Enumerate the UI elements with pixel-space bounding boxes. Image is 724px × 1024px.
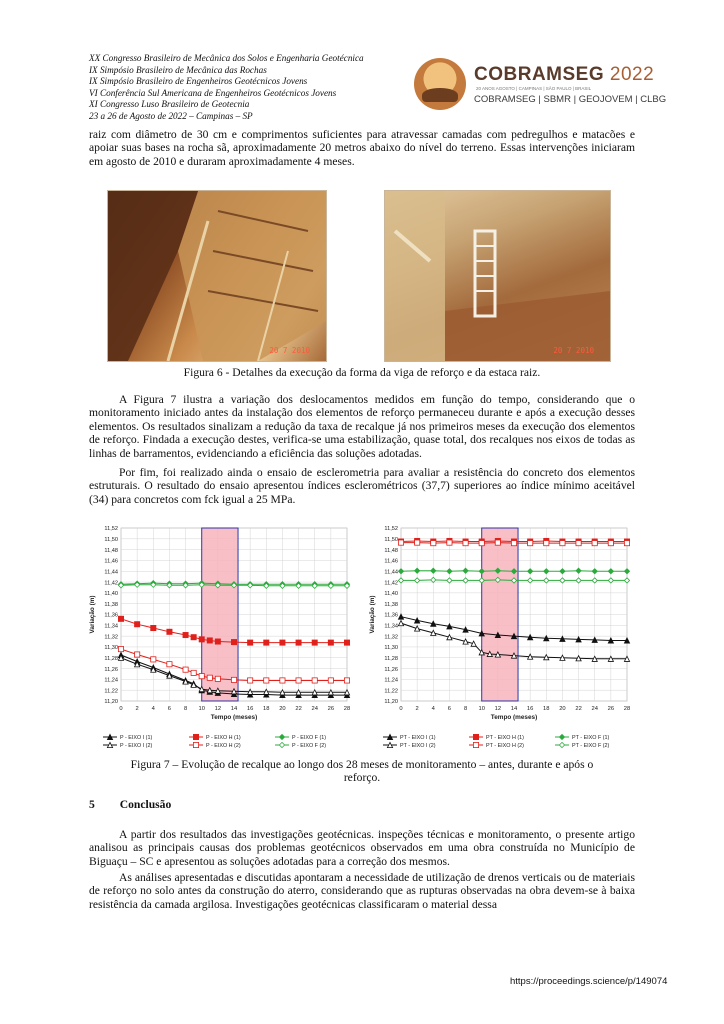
data-point bbox=[280, 640, 285, 645]
y-tick-label: 11,36 bbox=[384, 612, 398, 619]
y-tick-label: 11,52 bbox=[384, 526, 398, 533]
data-point bbox=[248, 640, 253, 645]
photo-date-stamp: 20 7 2010 bbox=[553, 346, 594, 355]
data-point bbox=[191, 670, 196, 675]
header-line: 23 a 26 de Agosto de 2022 – Campinas – SP bbox=[89, 110, 253, 121]
header-line: XI Congresso Luso Brasileiro de Geotecnia bbox=[89, 99, 250, 110]
paragraph-intro: raiz com diâmetro de 30 cm e comprimentos suficientes para atravessar camadas com pedregulhos e matacões e apoiar suas bases na rocha sã, aproximadamente 20 metros abaixo do nível do terreno. Essas intervenções iniciaram em agosto de 2010 e duraram aproximadamente 4 meses. bbox=[89, 128, 635, 168]
legend-label: P - EIXO I (2) bbox=[120, 743, 153, 749]
x-tick-label: 0 bbox=[119, 706, 123, 712]
data-point bbox=[264, 640, 269, 645]
footer-url: https://proceedings.science/p/149074 bbox=[510, 976, 668, 987]
x-axis-title: Tempo (meses) bbox=[210, 714, 258, 721]
data-point bbox=[528, 541, 533, 546]
data-point bbox=[592, 541, 597, 546]
legend-marker bbox=[473, 742, 478, 747]
x-tick-label: 20 bbox=[279, 706, 286, 712]
x-tick-label: 14 bbox=[510, 706, 518, 712]
data-point bbox=[312, 678, 317, 683]
logo-brand bbox=[474, 64, 654, 86]
header-line: IX Simpósio Brasileiro de Engenheiros Geotécnicos Jovens bbox=[89, 76, 308, 87]
paragraph-figure7-discussion: A Figura 7 ilustra a variação dos deslocamentos medidos em função do tempo, considerando que o monitoramento iniciado antes da instalação dos elementos de reforço permaneceu durante e após a execução desses elementos. Os resultados sinalizam a redução da taxa de recalque já nos primeiros meses da execução dos elementos de reforço. Findada a execução destes, verifica-se uma estabilização, quase total, dos recalques nos eixos de todas as linhas de barramentos, evidenciando a eficiência das soluções adotadas. bbox=[89, 393, 635, 460]
x-tick-label: 24 bbox=[311, 706, 318, 712]
data-point bbox=[183, 632, 188, 637]
data-point bbox=[312, 640, 317, 645]
x-tick-label: 22 bbox=[575, 706, 582, 712]
y-tick-label: 11,50 bbox=[384, 537, 398, 544]
legend-marker bbox=[559, 734, 564, 739]
photo-root-pile bbox=[384, 190, 611, 362]
data-point bbox=[576, 541, 581, 546]
x-tick-label: 16 bbox=[526, 706, 534, 712]
cobramseg-logo bbox=[414, 58, 670, 110]
data-point bbox=[215, 676, 220, 681]
data-point bbox=[560, 541, 565, 546]
data-point bbox=[135, 652, 140, 657]
y-tick-label: 11,34 bbox=[104, 623, 118, 630]
x-tick-label: 6 bbox=[447, 706, 452, 712]
photo-root-pile-drawing bbox=[385, 191, 610, 361]
data-point bbox=[151, 625, 156, 630]
data-point bbox=[344, 640, 349, 645]
y-tick-label: 11,40 bbox=[104, 591, 118, 598]
y-tick-label: 11,32 bbox=[104, 634, 118, 641]
x-tick-label: 6 bbox=[167, 706, 172, 712]
logo-year: 2022 bbox=[609, 64, 655, 85]
x-tick-label: 28 bbox=[623, 706, 631, 712]
data-point bbox=[183, 667, 188, 672]
y-tick-label: 11,42 bbox=[384, 580, 398, 587]
legend-marker bbox=[559, 742, 564, 747]
section-number: 5 bbox=[89, 798, 95, 811]
y-tick-label: 11,48 bbox=[384, 547, 398, 554]
data-point bbox=[199, 637, 204, 642]
data-point bbox=[398, 540, 403, 545]
data-point bbox=[231, 677, 236, 682]
y-tick-label: 11,38 bbox=[384, 601, 398, 608]
data-point bbox=[344, 678, 349, 683]
y-tick-label: 11,50 bbox=[104, 537, 118, 544]
logo-brand-name: COBRAMSEG bbox=[474, 64, 605, 85]
legend-marker bbox=[193, 742, 198, 747]
y-tick-label: 11,30 bbox=[384, 645, 398, 652]
y-tick-label: 11,30 bbox=[104, 645, 118, 652]
reinforcement-period-band bbox=[482, 528, 518, 701]
legend-marker bbox=[193, 734, 198, 739]
figure6-caption: Figura 6 - Detalhes da execução da forma da viga de reforço e da estaca raiz. bbox=[183, 366, 541, 379]
data-point bbox=[479, 541, 484, 546]
x-tick-label: 10 bbox=[478, 706, 485, 712]
x-tick-label: 14 bbox=[230, 706, 238, 712]
section-heading bbox=[89, 798, 171, 811]
y-tick-label: 11,42 bbox=[104, 580, 118, 587]
conference-header bbox=[89, 53, 364, 123]
x-tick-label: 26 bbox=[607, 706, 615, 712]
legend-label: PT - EIXO H (1) bbox=[486, 735, 524, 741]
y-tick-label: 11,38 bbox=[104, 601, 118, 608]
y-tick-label: 11,22 bbox=[384, 688, 398, 695]
legend-marker bbox=[473, 734, 478, 739]
x-tick-label: 18 bbox=[543, 706, 550, 712]
data-point bbox=[167, 662, 172, 667]
x-tick-label: 12 bbox=[214, 706, 222, 712]
y-tick-label: 11,26 bbox=[384, 666, 398, 673]
x-tick-label: 22 bbox=[295, 706, 302, 712]
y-tick-label: 11,36 bbox=[104, 612, 118, 619]
chart-settlement-pt bbox=[365, 522, 635, 757]
legend-label: PT - EIXO I (1) bbox=[400, 735, 436, 741]
y-tick-label: 11,20 bbox=[104, 699, 118, 706]
data-point bbox=[215, 639, 220, 644]
legend-label: P - EIXO F (2) bbox=[292, 743, 327, 749]
y-tick-label: 11,26 bbox=[104, 666, 118, 673]
legend-label: P - EIXO F (1) bbox=[292, 735, 327, 741]
legend-label: P - EIXO I (1) bbox=[120, 735, 153, 741]
data-point bbox=[296, 640, 301, 645]
data-point bbox=[511, 541, 516, 546]
x-tick-label: 4 bbox=[151, 706, 155, 712]
figure7-caption-line2: reforço. bbox=[343, 771, 381, 785]
data-point bbox=[328, 640, 333, 645]
y-tick-label: 11,22 bbox=[104, 688, 118, 695]
x-tick-label: 2 bbox=[415, 706, 419, 712]
data-point bbox=[431, 541, 436, 546]
header-line: VI Conferência Sul Americana de Engenheiros Geotécnicos Jovens bbox=[89, 87, 337, 98]
legend-label: PT - EIXO F (1) bbox=[572, 735, 610, 741]
y-tick-label: 11,46 bbox=[104, 558, 118, 565]
logo-mark-icon bbox=[414, 58, 466, 110]
y-axis-title: Variação (m) bbox=[369, 595, 376, 634]
header-line: IX Simpósio Brasileiro de Mecânica das Rochas bbox=[89, 64, 267, 75]
x-tick-label: 26 bbox=[327, 706, 335, 712]
data-point bbox=[199, 674, 204, 679]
legend-label: PT - EIXO F (2) bbox=[572, 743, 610, 749]
data-point bbox=[167, 629, 172, 634]
data-point bbox=[495, 540, 500, 545]
legend-label: PT - EIXO I (2) bbox=[400, 743, 436, 749]
figure7-caption-line1: Figura 7 – Evolução de recalque ao longo dos 28 meses de monitoramento – antes, durante e após o bbox=[130, 758, 594, 771]
data-point bbox=[624, 541, 629, 546]
legend-marker bbox=[279, 734, 284, 739]
chart-settlement-p bbox=[85, 522, 355, 757]
x-tick-label: 10 bbox=[198, 706, 205, 712]
legend-label: PT - EIXO H (2) bbox=[486, 743, 524, 749]
y-tick-label: 11,24 bbox=[384, 677, 398, 684]
data-point bbox=[207, 638, 212, 643]
data-point bbox=[118, 616, 123, 621]
legend-label: P - EIXO H (2) bbox=[206, 743, 241, 749]
logo-tagline: 20 ANOS AGOSTO | CAMPINAS | SÃO PAULO | BRASIL bbox=[476, 86, 592, 91]
paragraph-conclusion-1: A partir dos resultados das investigações geotécnicas. inspeções técnicas e monitoramento, o presente artigo analisou as principais causas dos problemas geotécnicos observados em uma obra construída no Município de Biguaçu – SC e apresentou as soluções adotadas para a correção dos mesmos. bbox=[89, 828, 635, 868]
photo-beam-formwork-drawing bbox=[108, 191, 326, 361]
paragraph-conclusion-2: As análises apresentadas e discutidas apontaram a necessidade de utilização de drenos verticais ou de materiais de reforço no solo antes da construção do aterro, considerando que as rupturas observadas na obra devem-se à baixa resistência da camada argilosa. Investigações geotécnicas classificaram o material dessa bbox=[89, 871, 635, 911]
logo-orgs: COBRAMSEG | SBMR | GEOJOVEM | CLBG bbox=[474, 94, 667, 105]
x-tick-label: 4 bbox=[431, 706, 435, 712]
data-point bbox=[415, 540, 420, 545]
data-point bbox=[231, 639, 236, 644]
header-line: XX Congresso Brasileiro de Mecânica dos Solos e Engenharia Geotécnica bbox=[89, 53, 364, 63]
y-tick-label: 11,44 bbox=[384, 569, 398, 576]
data-point bbox=[608, 541, 613, 546]
y-tick-label: 11,20 bbox=[384, 699, 398, 706]
x-tick-label: 16 bbox=[246, 706, 254, 712]
y-tick-label: 11,40 bbox=[384, 591, 398, 598]
figure7-caption bbox=[89, 758, 635, 785]
data-point bbox=[264, 678, 269, 683]
x-tick-label: 0 bbox=[399, 706, 403, 712]
data-point bbox=[207, 675, 212, 680]
y-tick-label: 11,32 bbox=[384, 634, 398, 641]
y-tick-label: 11,46 bbox=[384, 558, 398, 565]
legend-label: P - EIXO H (1) bbox=[206, 735, 241, 741]
x-tick-label: 24 bbox=[591, 706, 598, 712]
y-tick-label: 11,48 bbox=[104, 547, 118, 554]
y-tick-label: 11,24 bbox=[104, 677, 118, 684]
x-tick-label: 28 bbox=[343, 706, 351, 712]
y-tick-label: 11,52 bbox=[104, 526, 118, 533]
data-point bbox=[191, 635, 196, 640]
data-point bbox=[447, 540, 452, 545]
photo-beam-formwork bbox=[107, 190, 327, 362]
data-point bbox=[248, 678, 253, 683]
x-tick-label: 8 bbox=[183, 706, 188, 712]
section-title: Conclusão bbox=[119, 798, 172, 811]
y-tick-label: 11,34 bbox=[384, 623, 398, 630]
y-axis-title: Variação (m) bbox=[89, 595, 96, 634]
data-point bbox=[151, 657, 156, 662]
data-point bbox=[135, 622, 140, 627]
x-tick-label: 2 bbox=[135, 706, 139, 712]
data-point bbox=[118, 647, 123, 652]
data-point bbox=[463, 541, 468, 546]
photo-date-stamp: 20 7 2010 bbox=[269, 346, 310, 355]
y-tick-label: 11,28 bbox=[384, 655, 398, 662]
x-tick-label: 8 bbox=[463, 706, 468, 712]
data-point bbox=[544, 541, 549, 546]
legend-marker bbox=[279, 742, 284, 747]
data-point bbox=[280, 678, 285, 683]
data-point bbox=[328, 678, 333, 683]
x-tick-label: 12 bbox=[494, 706, 502, 712]
x-tick-label: 18 bbox=[263, 706, 270, 712]
y-tick-label: 11,44 bbox=[104, 569, 118, 576]
x-tick-label: 20 bbox=[559, 706, 566, 712]
paragraph-sclerometry: Por fim, foi realizado ainda o ensaio de esclerometria para avaliar a resistência do concreto dos elementos estruturais. O resultado do ensaio apresentou índices esclerométricos (37,7) superiores ao índice mínimo aceitável (34) para concretos com fck igual a 25 MPa. bbox=[89, 466, 635, 506]
y-tick-label: 11,28 bbox=[104, 655, 118, 662]
x-axis-title: Tempo (meses) bbox=[490, 714, 538, 721]
data-point bbox=[296, 678, 301, 683]
